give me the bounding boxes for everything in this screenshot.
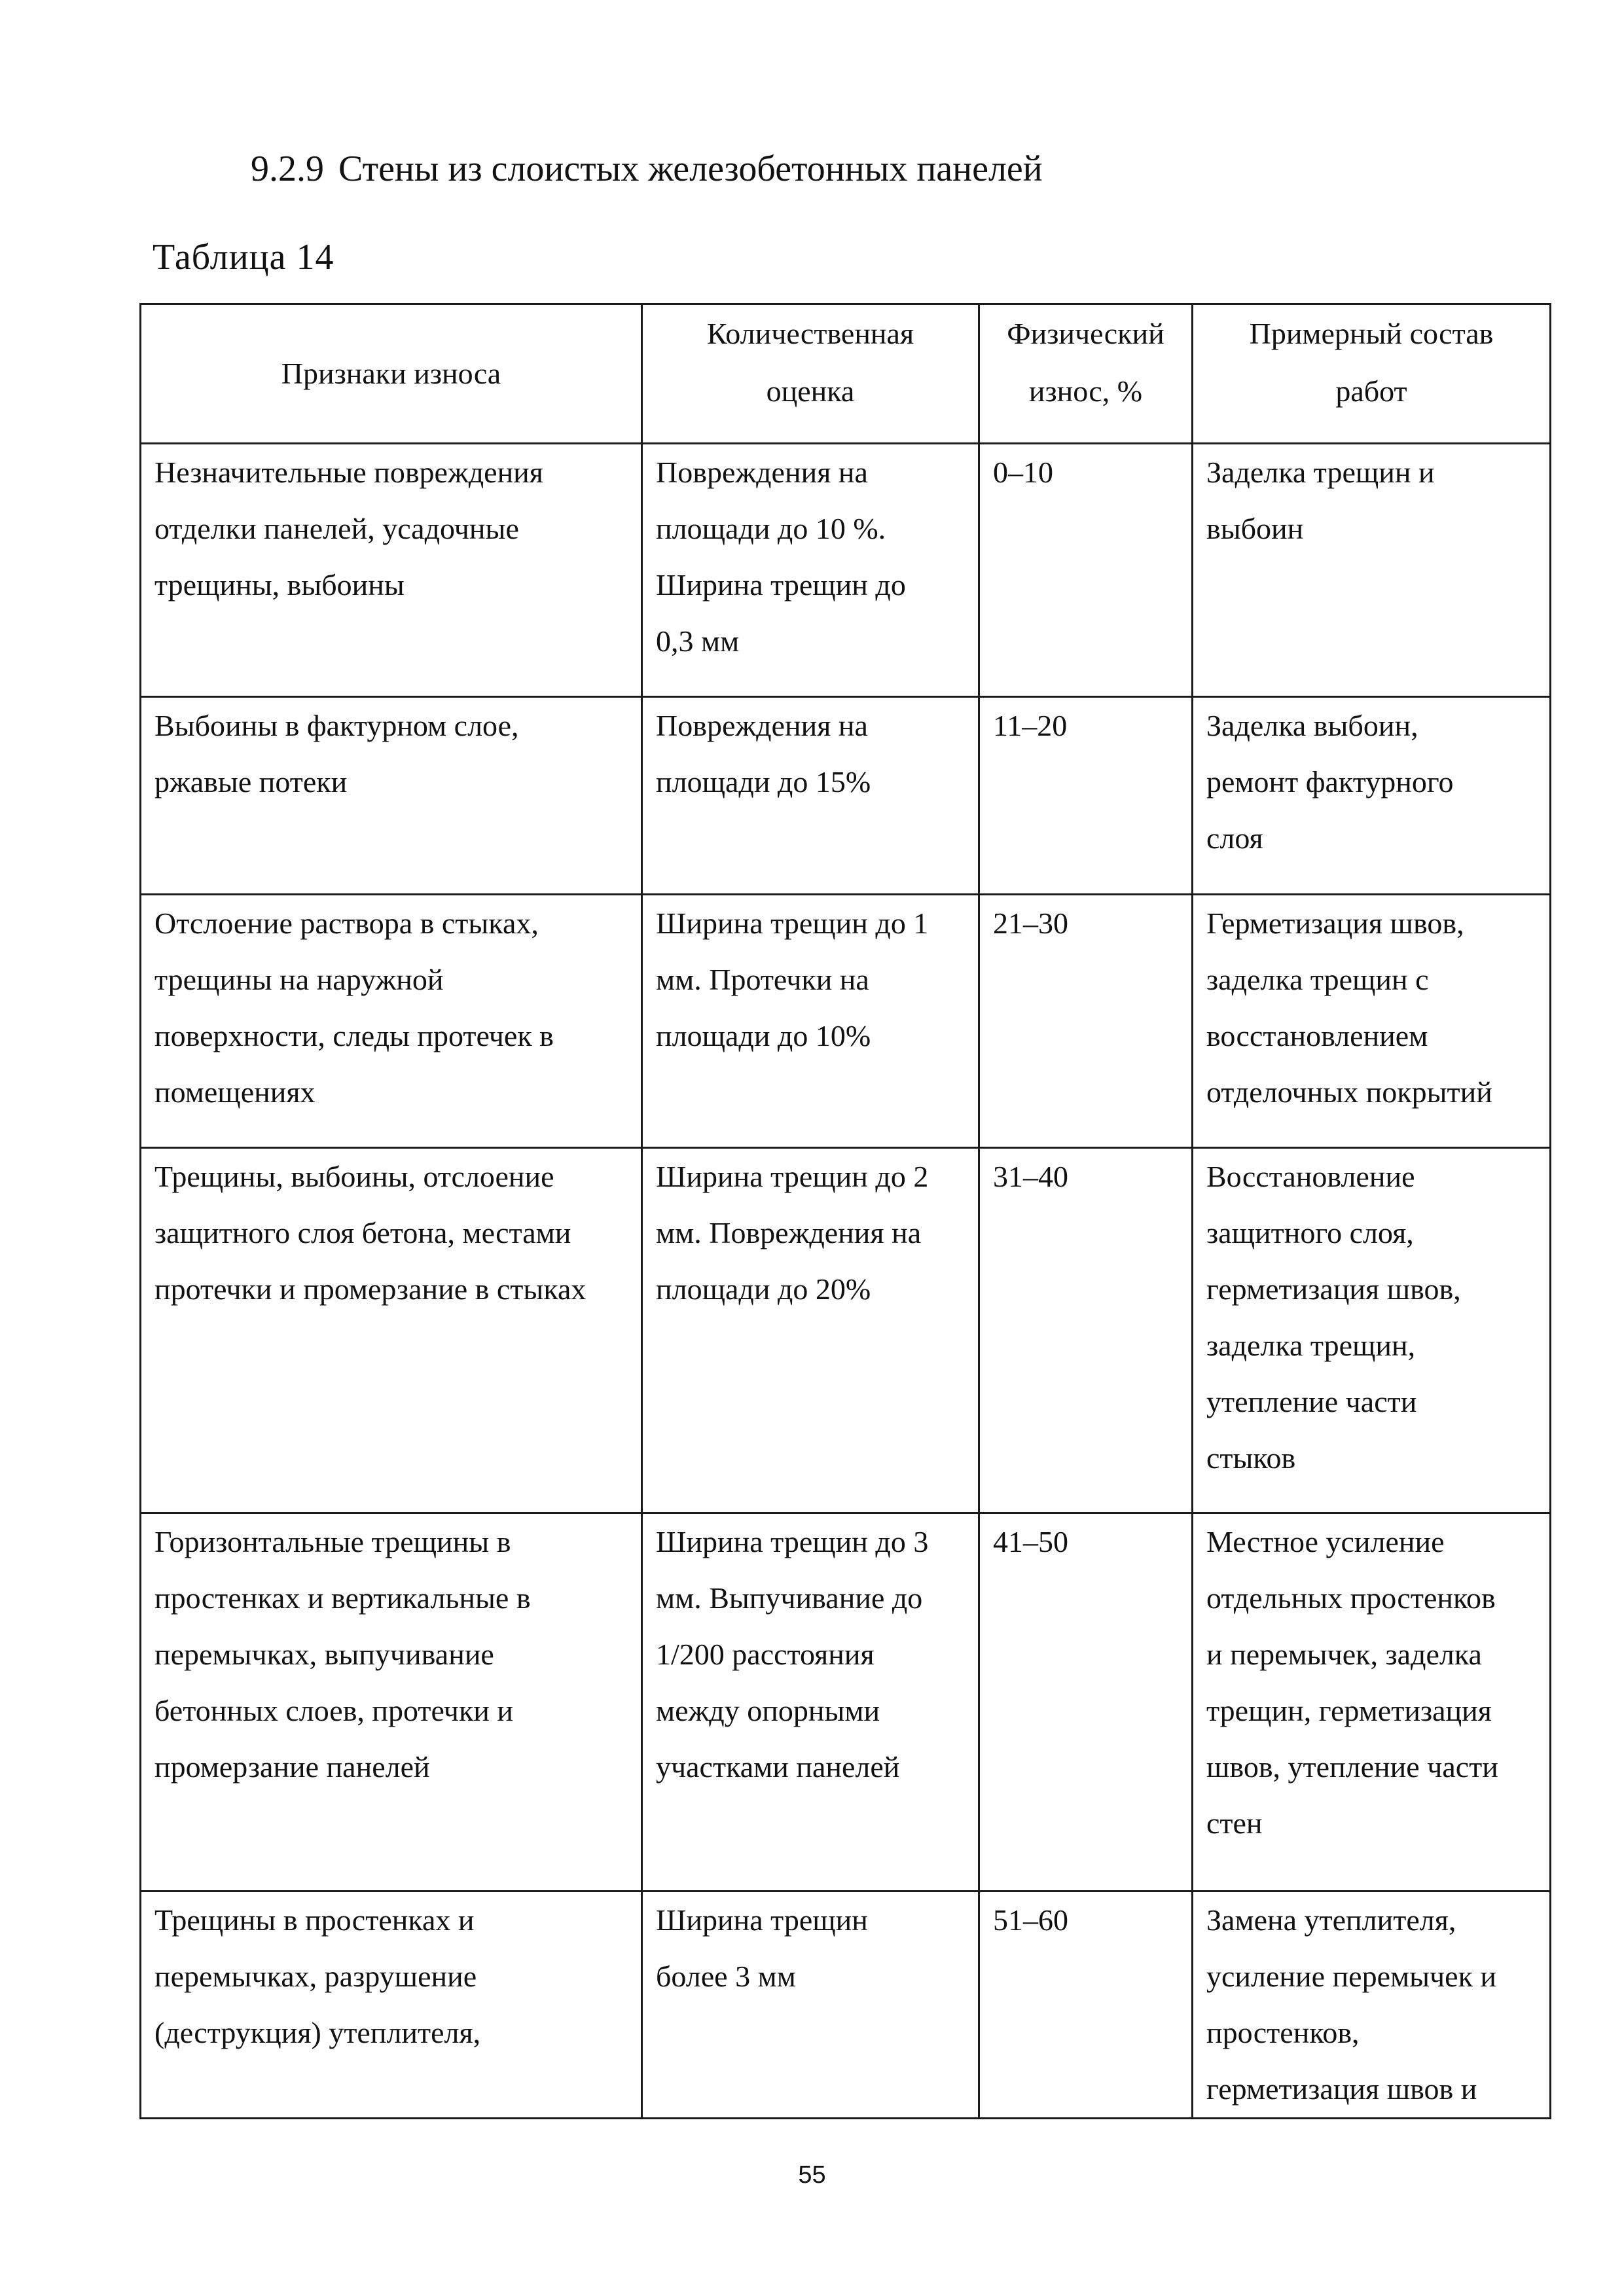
section-title: Стены из слоистых железобетонных панелей	[338, 149, 1043, 189]
cell-works	[1193, 1513, 1551, 1892]
cell-line: Ширина трещин до 2	[656, 1160, 929, 1193]
cell-line: протечки и промерзание в стыках	[154, 1272, 586, 1306]
cell-line: (деструкция) утеплителя,	[154, 2016, 481, 2049]
cell-line: Выбоины в фактурном слое,	[154, 709, 519, 742]
cell-line: мм. Повреждения на	[656, 1216, 922, 1249]
table-header-row	[141, 304, 1551, 444]
cell-line: 51–60	[993, 1903, 1068, 1937]
cell-line: площади до 15%	[656, 765, 871, 798]
cell-line: работ	[1335, 374, 1407, 408]
cell-line: Местное усиление	[1206, 1525, 1445, 1558]
cell-line: Трещины в простенках и	[154, 1903, 475, 1937]
cell-line: площади до 10%	[656, 1019, 871, 1052]
cell-line: промерзание панелей	[154, 1750, 430, 1784]
cell-quantitative	[642, 1148, 979, 1513]
cell-line: участками панелей	[656, 1750, 900, 1784]
cell-line: Незначительные повреждения	[154, 456, 543, 489]
cell-line: ржавые потеки	[154, 765, 348, 798]
cell-line: 31–40	[993, 1160, 1068, 1193]
cell-line: заделка трещин,	[1206, 1329, 1416, 1362]
cell-works	[1193, 697, 1551, 895]
header-quantitative	[642, 304, 979, 444]
cell-physical-wear	[979, 444, 1193, 697]
cell-signs	[141, 444, 642, 697]
cell-line: Ширина трещин	[656, 1903, 868, 1937]
cell-line: 41–50	[993, 1525, 1068, 1558]
cell-line: между опорными	[656, 1694, 880, 1727]
cell-line: 11–20	[993, 709, 1068, 742]
cell-line: Восстановление	[1206, 1160, 1415, 1193]
cell-line: поверхности, следы протечек в	[154, 1019, 554, 1052]
cell-line: Повреждения на	[656, 456, 868, 489]
cell-line: Герметизация швов,	[1206, 906, 1464, 940]
cell-line: Отслоение раствора в стыках,	[154, 906, 539, 940]
cell-line: Признаки износа	[281, 357, 501, 390]
cell-line: Количественная	[706, 317, 914, 350]
cell-line: Заделка трещин и	[1206, 456, 1435, 489]
cell-line: 0–10	[993, 456, 1053, 489]
cell-line: Ширина трещин до 3	[656, 1525, 929, 1558]
cell-signs	[141, 1513, 642, 1892]
cell-line: 1/200 расстояния	[656, 1638, 875, 1671]
cell-line: Ширина трещин до 1	[656, 906, 929, 940]
cell-signs	[141, 1148, 642, 1513]
cell-line: ремонт фактурного	[1206, 765, 1454, 798]
cell-line: швов, утепление части	[1206, 1750, 1498, 1784]
cell-line: отдельных простенков	[1206, 1581, 1496, 1615]
cell-line: Заделка выбоин,	[1206, 709, 1418, 742]
table-row	[141, 895, 1551, 1148]
cell-line: защитного слоя,	[1206, 1216, 1414, 1249]
cell-signs	[141, 697, 642, 895]
section-number: 9.2.9	[251, 149, 324, 189]
cell-line: защитного слоя бетона, местами	[154, 1216, 571, 1249]
cell-line: износ, %	[1028, 374, 1143, 408]
cell-line: оценка	[766, 374, 855, 408]
table-caption: Таблица 14	[153, 237, 334, 278]
cell-physical-wear	[979, 1892, 1193, 2119]
cell-line: площади до 10 %.	[656, 512, 886, 545]
cell-line: отделочных покрытий	[1206, 1075, 1492, 1109]
cell-works	[1193, 1148, 1551, 1513]
cell-line: более 3 мм	[656, 1960, 796, 1993]
cell-line: Горизонтальные трещины в	[154, 1525, 511, 1558]
wear-table	[139, 303, 1551, 2119]
cell-quantitative	[642, 895, 979, 1148]
cell-line: простенков,	[1206, 2016, 1360, 2049]
header-works	[1193, 304, 1551, 444]
cell-line: утепление части	[1206, 1385, 1417, 1418]
cell-line: помещениях	[154, 1075, 316, 1109]
cell-line: стыков	[1206, 1441, 1296, 1475]
cell-line: 21–30	[993, 906, 1068, 940]
header-signs	[141, 304, 642, 444]
cell-line: восстановлением	[1206, 1019, 1428, 1052]
section-heading	[251, 148, 1043, 190]
header-physical-wear	[979, 304, 1193, 444]
table-row	[141, 697, 1551, 895]
cell-line: трещины на наружной	[154, 963, 444, 996]
cell-line: выбоин	[1206, 512, 1304, 545]
table-row	[141, 1892, 1551, 2119]
cell-physical-wear	[979, 895, 1193, 1148]
cell-line: трещины, выбоины	[154, 568, 405, 601]
cell-line: 0,3 мм	[656, 624, 740, 658]
cell-signs	[141, 1892, 642, 2119]
cell-line: бетонных слоев, протечки и	[154, 1694, 514, 1727]
cell-line: Ширина трещин до	[656, 568, 906, 601]
cell-physical-wear	[979, 697, 1193, 895]
cell-line: мм. Протечки на	[656, 963, 869, 996]
table-row	[141, 444, 1551, 697]
cell-line: мм. Выпучивание до	[656, 1581, 923, 1615]
cell-line: усиление перемычек и	[1206, 1960, 1497, 1993]
cell-line: герметизация швов и	[1206, 2072, 1477, 2106]
cell-line: Физический	[1007, 317, 1164, 350]
cell-works	[1193, 444, 1551, 697]
table-row	[141, 1513, 1551, 1892]
cell-signs	[141, 895, 642, 1148]
cell-line: отделки панелей, усадочные	[154, 512, 519, 545]
cell-line: герметизация швов,	[1206, 1272, 1461, 1306]
cell-quantitative	[642, 1513, 979, 1892]
cell-line: Трещины, выбоины, отслоение	[154, 1160, 554, 1193]
cell-works	[1193, 895, 1551, 1148]
cell-line: Примерный состав	[1249, 317, 1494, 350]
cell-physical-wear	[979, 1148, 1193, 1513]
table-row	[141, 1148, 1551, 1513]
cell-line: и перемычек, заделка	[1206, 1638, 1482, 1671]
cell-quantitative	[642, 697, 979, 895]
cell-line: простенках и вертикальные в	[154, 1581, 531, 1615]
cell-physical-wear	[979, 1513, 1193, 1892]
cell-quantitative	[642, 444, 979, 697]
cell-line: заделка трещин с	[1206, 963, 1429, 996]
cell-line: Замена утеплителя,	[1206, 1903, 1456, 1937]
cell-line: трещин, герметизация	[1206, 1694, 1492, 1727]
cell-line: слоя	[1206, 821, 1263, 855]
cell-line: стен	[1206, 1806, 1263, 1840]
cell-quantitative	[642, 1892, 979, 2119]
page-number: 55	[798, 2161, 826, 2189]
cell-line: Повреждения на	[656, 709, 868, 742]
cell-works	[1193, 1892, 1551, 2119]
cell-line: перемычках, выпучивание	[154, 1638, 494, 1671]
cell-line: площади до 20%	[656, 1272, 871, 1306]
cell-line: перемычках, разрушение	[154, 1960, 477, 1993]
